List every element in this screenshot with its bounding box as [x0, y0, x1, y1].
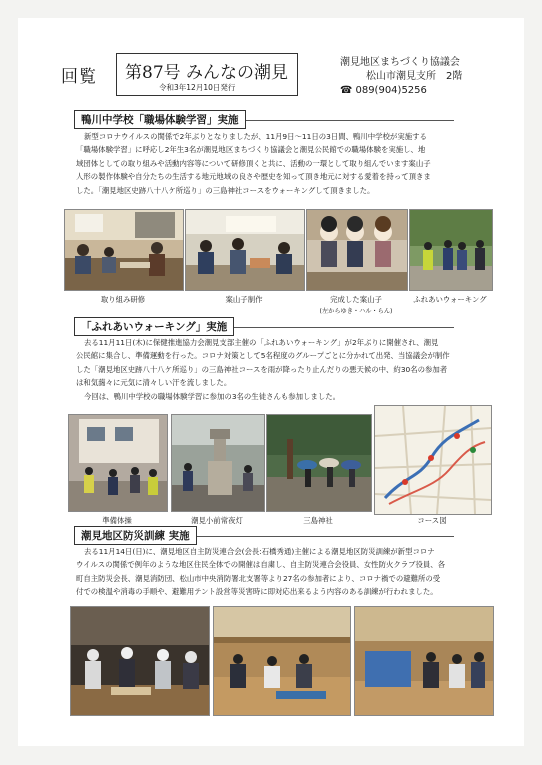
circulation-mark: 回覧 — [61, 67, 97, 87]
scarecrow-names: (左からゆき・ハル・らん) — [319, 308, 393, 315]
body-line: 付での検温や消毒の手順や、避難用テント設営等災害時に即対応出来るよう内容のある訓練が行われました。 — [76, 587, 438, 597]
photo-stone-lantern — [171, 414, 265, 512]
section-heading-workplace-experience: 鴨川中学校「職場体験学習」実施 — [74, 110, 246, 129]
org-phone-line — [340, 84, 462, 98]
photo-scarecrow-making — [185, 209, 305, 291]
body-line: ウイルスの関係で例年のような地区住民全体での開催は自粛し、自主防災連合会役員、女性防火クラブ役員、各 — [76, 560, 446, 570]
photo-drill-tent-setup — [354, 606, 494, 716]
section-heading-fureai-walking: 「ふれあいウォーキング」実施 — [74, 317, 234, 336]
caption-finished-scarecrows — [306, 294, 406, 315]
org-phone: 089(904)5256 — [355, 85, 427, 96]
section-body-workplace-experience — [76, 130, 431, 197]
photo-finished-scarecrows — [306, 209, 408, 291]
course-map — [374, 405, 492, 515]
body-line: 公民館に集合し、準備運動を行った。コロナ対策として5名程度のグループごとに分かれて出発、当協議会が制作 — [76, 351, 450, 361]
body-line: した「潮見地区史跡八十八ケ所巡り」の三島神社コースを雨が降ったり止んだりの悪天候の中、約30名の参加者 — [76, 364, 448, 374]
body-line: 町自主防災会長、潮見消防団、松山市中央消防署北支署等より27名の参加者により、コロナ禍での避難所の受 — [76, 573, 441, 583]
body-line: は和気藹々に元気に清々しい汗を流しました。 — [76, 378, 232, 388]
photo-mishima-shrine — [266, 414, 372, 512]
body-line: 「職場体験学習」に呼応し2年生3名が潮見地区まちづくり協議会と潮見公民館での職場体験を実施し、地 — [76, 145, 426, 155]
section-heading-disaster-drill: 潮見地区防災訓練 実施 — [74, 526, 197, 545]
caption-mishima-shrine: 三島神社 — [303, 516, 333, 525]
body-line: 域団体としての取り組みや活動内容等について研修頂くと共に、活動の一環として取り組んでいます案山子 — [76, 158, 431, 168]
photo-walking-event — [409, 209, 493, 291]
caption-scarecrow-making: 案山子制作 — [225, 295, 263, 304]
caption-text: 完成した案山子 — [330, 295, 382, 304]
issue-title: 第87号 みんなの潮見 — [125, 63, 289, 83]
masthead-box — [116, 53, 298, 96]
caption-course-map: コース図 — [417, 516, 447, 525]
org-name: 潮見地区まちづくり協議会 — [340, 57, 460, 68]
caption-walking-event: ふれあいウォーキング — [413, 295, 487, 304]
body-line: 去る11月11日(木)に保健推進協力会潮見支部主催の「ふれあいウォーキング」が2年ぶりに開催され、潮見 — [84, 338, 439, 347]
body-line: 今回は、鴨川中学校の職場体験学習に参加の3名の生徒さんも参加しました。 — [84, 391, 340, 401]
section-body-fureai-walking — [76, 336, 450, 403]
body-line: 人形の製作体験や自分たちの生活する地元地域の良さや歴史を知って頂き地元に対する愛着を持って頂きま — [76, 172, 431, 182]
photo-warm-up-exercise — [68, 414, 168, 512]
body-line: 去る11月14日(日)に、潮見地区自主防災連合会(会長:石橋秀通)主催による潮見地区防災訓練が新型コロナ — [84, 547, 435, 556]
photo-drill-reception — [70, 606, 210, 716]
photo-drill-gym — [213, 606, 351, 716]
telephone-icon: ☎ — [340, 85, 353, 96]
photo-training-session — [64, 209, 184, 291]
caption-stone-lantern: 潮見小前常夜灯 — [191, 516, 243, 525]
org-address: 松山市潮見支所 2階 — [366, 71, 463, 82]
issue-date: 令和3年12月10日発行 — [159, 83, 236, 92]
publisher-block — [340, 56, 462, 98]
caption-warm-up: 準備体操 — [102, 516, 132, 525]
caption-training-session: 取り組み研修 — [100, 295, 146, 304]
body-line: 新型コロナウイルスの関係で2年ぶりとなりましたが、11月9日～11日の3日間、鴨川中学校が実施する — [84, 132, 427, 141]
body-line: した。「潮見地区史跡八十八ケ所巡り」の三島神社コースをウォーキングして頂きました。 — [76, 185, 375, 195]
section-body-disaster-drill — [76, 545, 445, 599]
